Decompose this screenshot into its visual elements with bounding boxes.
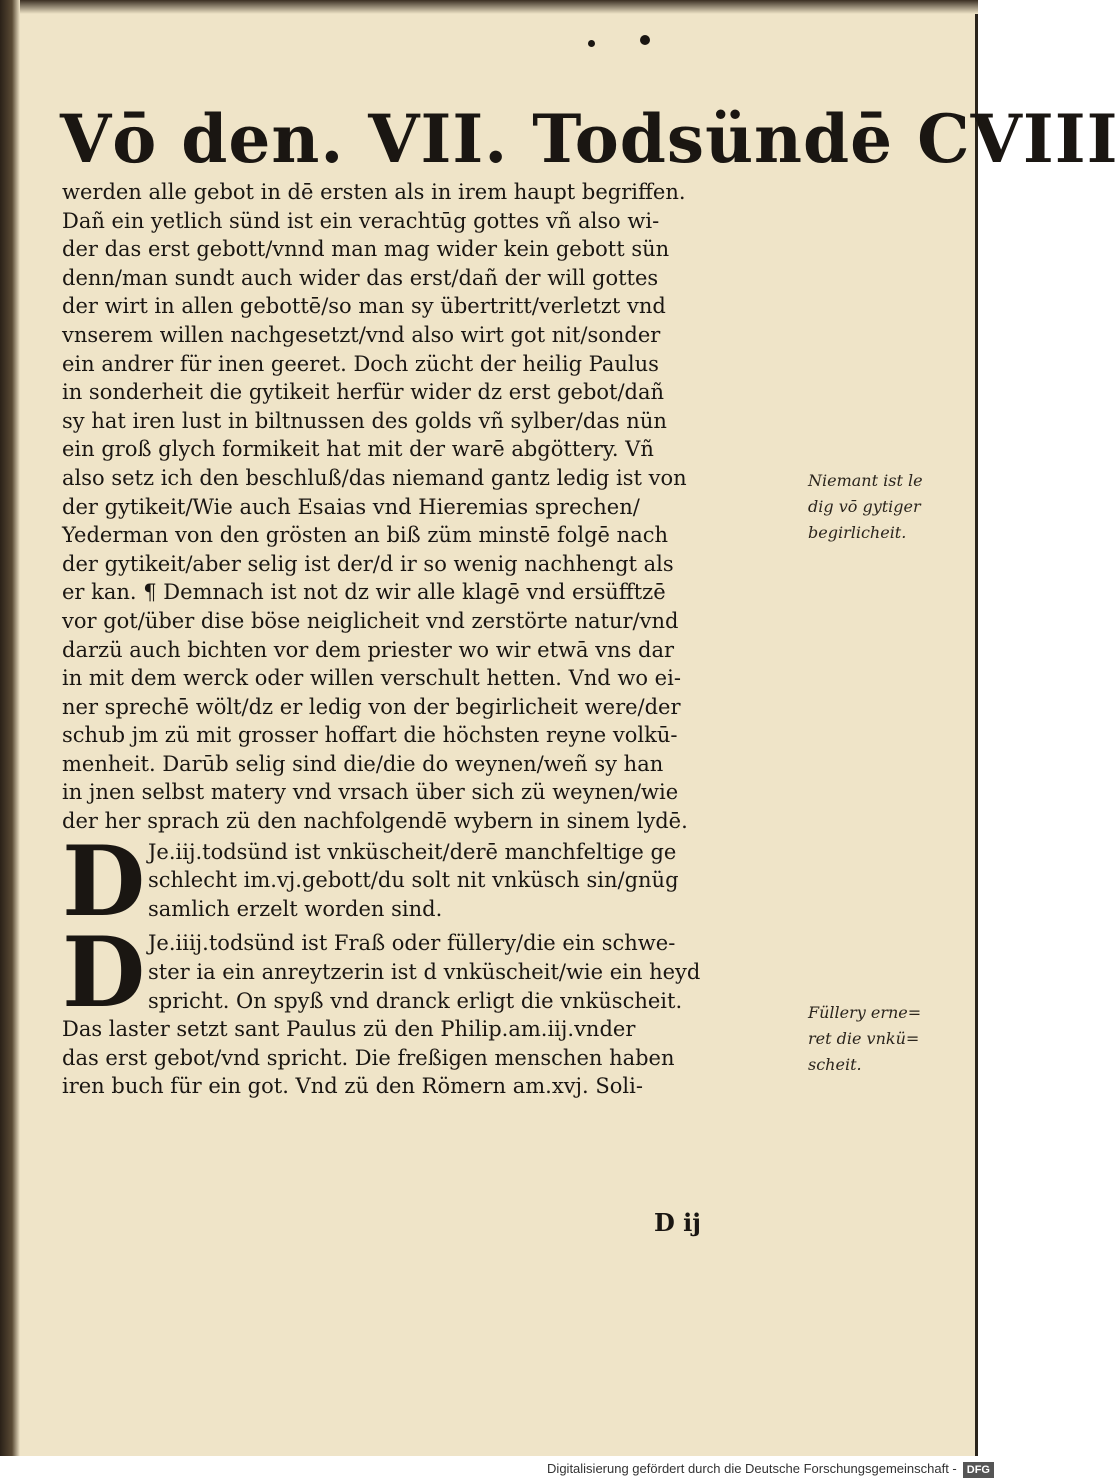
text-line: vnserem willen nachgesetzt/vnd also wirt got nit/sonder — [62, 322, 661, 347]
text-line: der wirt in allen gebottē/so man sy übertritt/verletzt vnd — [62, 294, 666, 319]
text-line: ster ia ein anreytzerin ist d vnküscheit/wie ein heyd — [148, 960, 701, 985]
margin-note-line: dig vō gytiger — [808, 497, 921, 516]
text-line: das erst gebot/vnd spricht. Die freßigen menschen haben — [62, 1045, 675, 1070]
ink-dot — [588, 40, 595, 47]
text-line: ner sprechē wölt/dz er ledig von der begirlicheit were/der — [62, 694, 681, 719]
text-line: schub jm zü mit grosser hoffart die höchsten reyne volkū- — [62, 723, 678, 748]
footer-text: Digitalisierung gefördert durch die Deutsche Forschungsgemeinschaft - — [547, 1461, 957, 1476]
text-line: denn/man sundt auch wider das erst/dañ der will gottes — [62, 265, 659, 290]
text-line: Das laster setzt sant Paulus zü den Philip.am.iij.vnder — [62, 1017, 636, 1042]
margin-note-line: Niemant ist le — [808, 471, 923, 490]
text-line: Yederman von den grösten an biß züm minstē folgē nach — [62, 523, 668, 548]
text-line: in jnen selbst matery vnd vrsach über sich zü weynen/wie — [62, 780, 679, 805]
text-line: in sonderheit die gytikeit herfür wider dz erst gebot/dañ — [62, 380, 665, 405]
text-line: also setz ich den beschluß/das niemand gantz ledig ist von — [62, 465, 687, 490]
text-line: Je.iij.todsünd ist vnküscheit/derē manchfeltige ge — [148, 839, 677, 864]
text-line: Je.iiij.todsünd ist Fraß oder füllery/die ein schwe- — [148, 931, 676, 956]
text-line: werden alle gebot in dē ersten als in irem haupt begriffen. — [62, 180, 686, 204]
text-line: der das erst gebott/vnnd man mag wider kein gebott sün — [62, 237, 670, 262]
text-line: darzü auch bichten vor dem priester wo wir etwā vns dar — [62, 637, 675, 662]
paragraph-2 — [62, 824, 802, 938]
text-line: der gytikeit/aber selig ist der/d ir so wenig nachhengt als — [62, 551, 674, 576]
margin-note-line: ret die vnkü= — [808, 1029, 920, 1048]
text-line: spricht. On spyß vnd dranck erligt die vnküscheit. — [148, 988, 683, 1013]
margin-note-line: scheit. — [808, 1055, 862, 1074]
margin-note-2 — [808, 1000, 921, 1078]
dfg-logo: DFG — [963, 1462, 994, 1478]
drop-initial: D — [62, 824, 146, 938]
text-line: er kan. ¶ Demnach ist not dz wir alle klagē vnd ersüfftzē — [62, 580, 666, 605]
text-line: samlich erzelt worden sind. — [148, 896, 443, 921]
text-line: ein groß glych formikeit hat mit der warē abgöttery. Vñ — [62, 437, 654, 462]
signature-mark: D ij — [654, 1208, 701, 1237]
paragraph-1 — [62, 178, 802, 836]
text-line: iren buch für ein got. Vnd zü den Römern am.xvj. Soli- — [62, 1074, 643, 1099]
margin-note-line: begirlicheit. — [808, 523, 907, 542]
text-line: Dañ ein yetlich sünd ist ein verachtūg gottes vñ also wi- — [62, 208, 660, 233]
drop-initial: D — [62, 916, 146, 1030]
page-top-edge — [0, 0, 978, 14]
text-line: schlecht im.vj.gebott/du solt nit vnküsch sin/gnüg — [148, 868, 679, 893]
main-text — [62, 178, 802, 1101]
footer-credit — [547, 1456, 994, 1481]
margin-note-line: Füllery erne= — [808, 1003, 922, 1022]
paragraph-3-continuation — [62, 1015, 802, 1101]
text-line: sy hat iren lust in biltnussen des golds vñ sylber/das nün — [62, 408, 667, 433]
ink-dot — [640, 35, 650, 45]
margin-note-1 — [808, 468, 923, 546]
text-line: der gytikeit/Wie auch Esaias vnd Hieremias sprechen/ — [62, 494, 640, 519]
text-line: vor got/über dise böse neiglicheit vnd zerstörte natur/vnd — [62, 608, 679, 633]
text-line: ein andrer für inen geeret. Doch zücht der heilig Paulus — [62, 351, 659, 376]
text-line: menheit. Darūb selig sind die/die do weynen/weñ sy han — [62, 751, 664, 776]
text-line: der her sprach zü den nachfolgendē wybern in sinem lydē. — [62, 809, 688, 834]
page-heading: Vō den. VII. Todsündē CVIII — [60, 100, 1119, 178]
text-line: in mit dem werck oder willen verschult hetten. Vnd wo ei- — [62, 666, 681, 691]
page-binding-edge — [0, 0, 20, 1456]
